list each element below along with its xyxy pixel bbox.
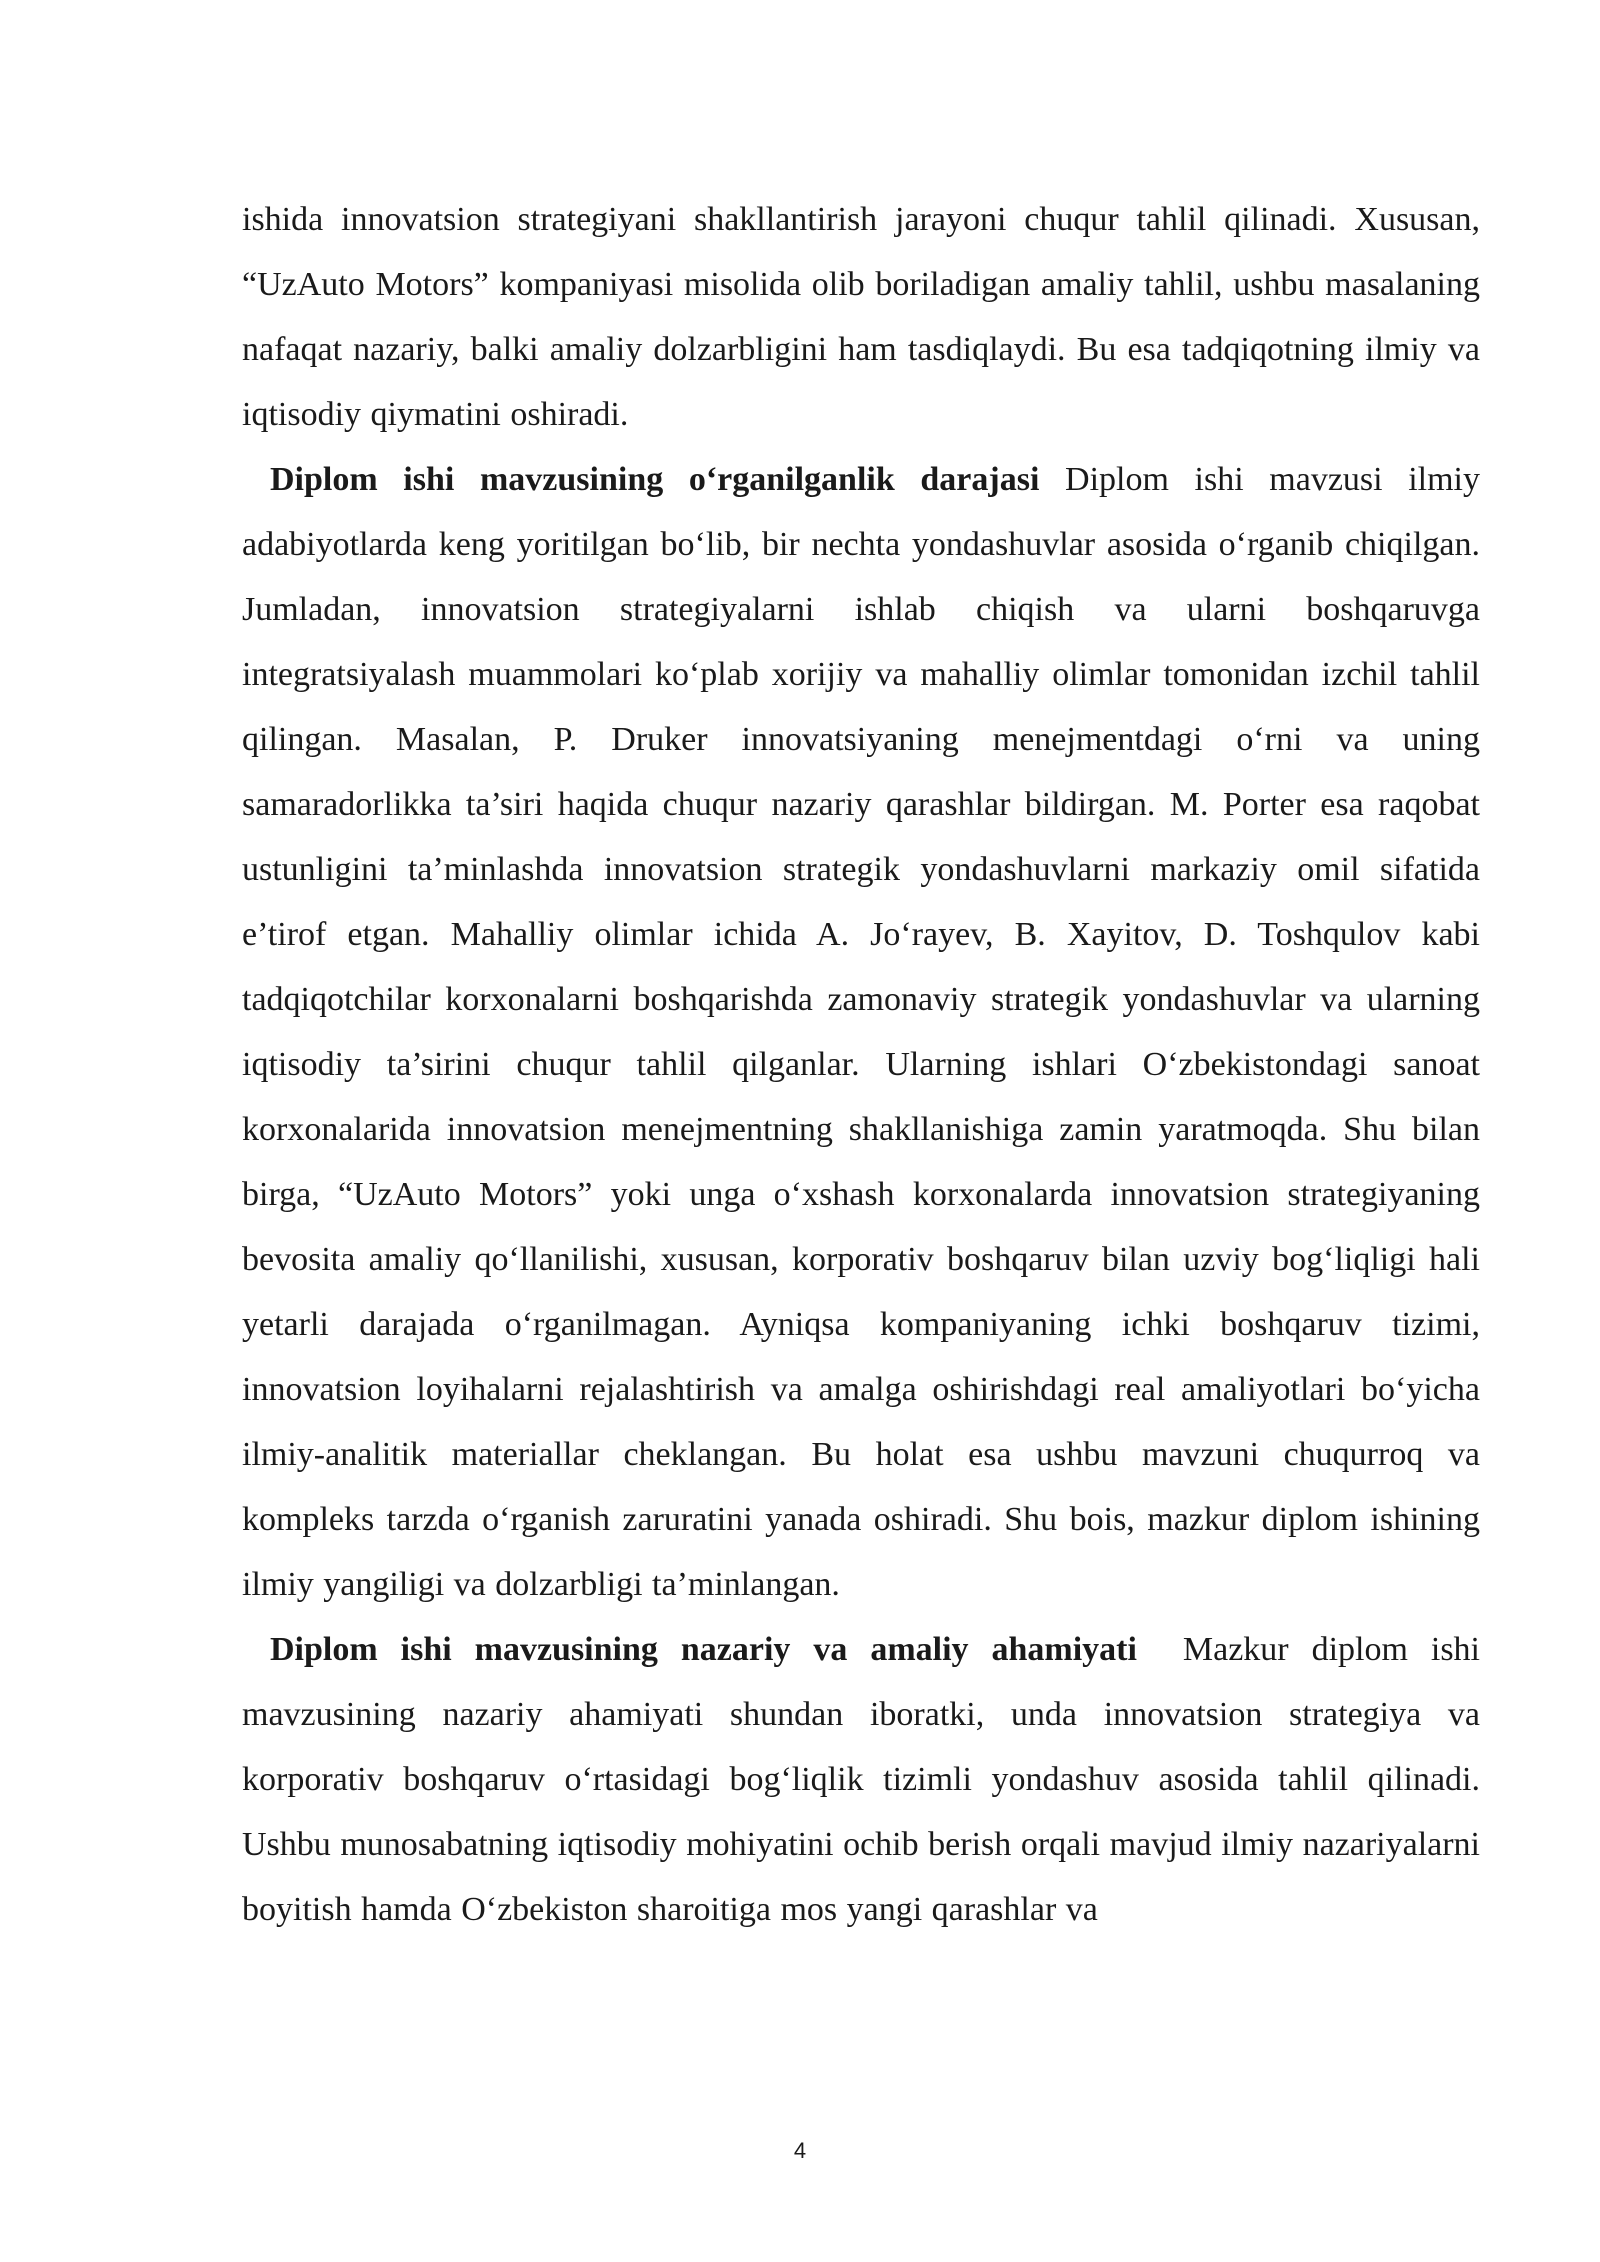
section-heading-significance: Diplom ishi mavzusining nazariy va amaliy ahamiyati <box>270 1631 1137 1668</box>
paragraph-study-level <box>242 447 1480 1617</box>
page-number: 4 <box>793 2138 807 2163</box>
paragraph-text: Diplom ishi mavzusi ilmiy adabiyotlarda keng yoritilgan bo‘lib, bir nechta yondashuvlar asosida o‘rganib chiqilgan. Jumladan, innovatsion strategiyalarni ishlab chiqish va ularni boshqaruvga integratsiyalash muammolari ko‘plab xorijiy va mahalliy olimlar tomonidan izchil tahlil qilingan. Masalan, P. Druker innovatsiyaning menejmentdagi o‘rni va uning samaradorlikka ta’siri haqida chuqur nazariy qarashlar bildirgan. M. Porter esa raqobat ustunligini ta’minlashda innovatsion strategik yondashuvlarni markaziy omil sifatida e’tirof etgan. Mahalliy olimlar ichida A. Jo‘rayev, B. Xayitov, D. Toshqulov kabi tadqiqotchilar korxonalarni boshqarishda zamonaviy strategik yondashuvlar va ularning iqtisodiy ta’sirini chuqur tahlil qilganlar. Ularning ishlari O‘zbekistondagi sanoat korxonalarida innovatsion menejmentning shakllanishiga zamin yaratmoqda. Shu bilan birga, “UzAuto Motors” yoki unga o‘xshash korxonalarda innovatsion strategiyaning bevosita amaliy qo‘llanilishi, xususan, korporativ boshqaruv bilan uzviy bog‘liqligi hali yetarli darajada o‘rganilmagan. Ayniqsa kompaniyaning ichki boshqaruv tizimi, innovatsion loyihalarni rejalashtirish va amalga oshirishdagi real amaliyotlari bo‘yicha ilmiy-analitik materiallar cheklangan. Bu holat esa ushbu mavzuni chuqurroq va kompleks tarzda o‘rganish zaruratini yanada oshiradi. Shu bois, mazkur diplom ishining ilmiy yangiligi va dolzarbligi ta’minlangan. <box>242 461 1481 1603</box>
paragraph-intro-continuation <box>242 187 1480 447</box>
paragraph-significance <box>242 1617 1480 1942</box>
document-page <box>242 187 1480 1942</box>
section-heading-study-level: Diplom ishi mavzusining o‘rganilganlik darajasi <box>270 461 1040 498</box>
paragraph-text: Mazkur diplom ishi mavzusining nazariy ahamiyati shundan iboratki, unda innovatsion strategiya va korporativ boshqaruv o‘rtasidagi bog‘liqlik tizimli yondashuv asosida tahlil qilinadi. Ushbu munosabatning iqtisodiy mohiyatini ochib berish orqali mavjud ilmiy nazariyalarni boyitish hamda O‘zbekiston sharoitiga mos yangi qarashlar va <box>242 1631 1480 1928</box>
paragraph-text: ishida innovatsion strategiyani shakllantirish jarayoni chuqur tahlil qilinadi. Xususan, “UzAuto Motors” kompaniyasi misolida olib boriladigan amaliy tahlil, ushbu masalaning nafaqat nazariy, balki amaliy dolzarbligini ham tasdiqlaydi. Bu esa tadqiqotning ilmiy va iqtisodiy qiymatini oshiradi. <box>242 201 1480 433</box>
